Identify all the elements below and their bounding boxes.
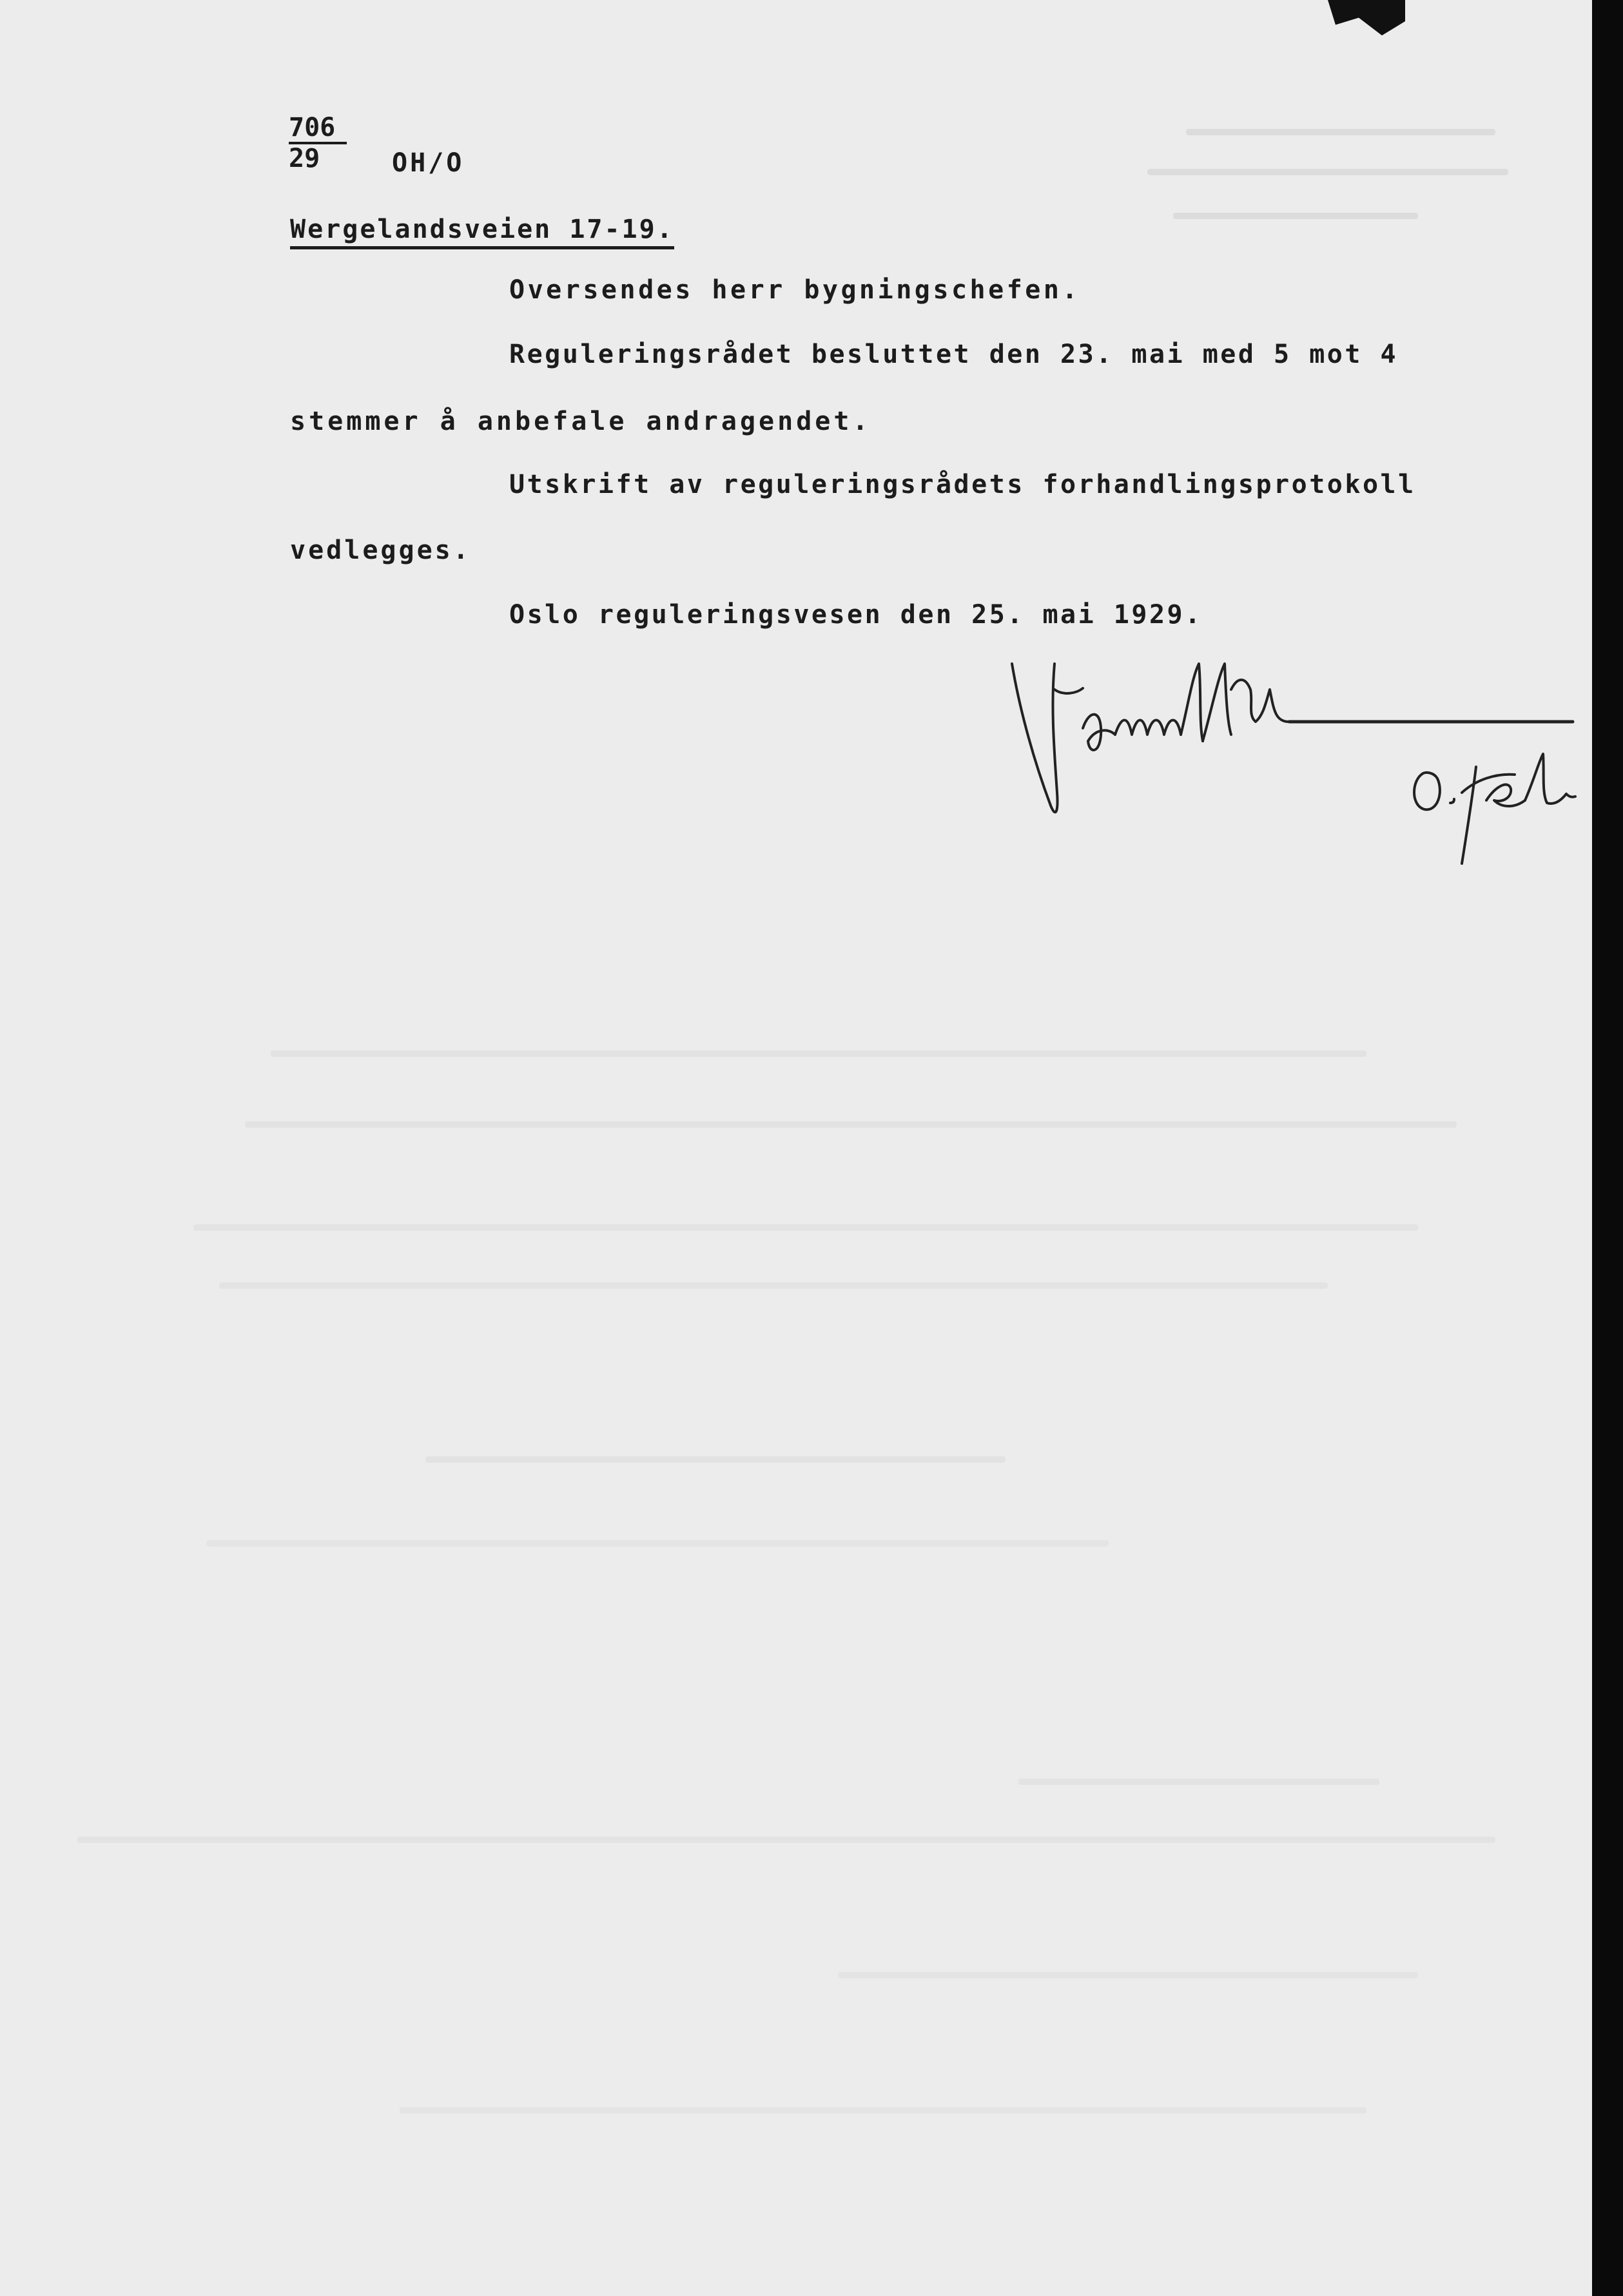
body-line: Utskrift av reguleringsrådets forhandlingsprotokoll (509, 470, 1416, 499)
bleed-through-line (1147, 169, 1508, 175)
handwritten-signature (1006, 651, 1586, 870)
bleed-through-line (206, 1540, 1109, 1547)
body-line: Reguleringsrådet besluttet den 23. mai med 5 mot 4 (509, 340, 1399, 369)
bleed-through-line (193, 1224, 1418, 1231)
reference-fraction (289, 115, 347, 171)
reference-code: OH/O (392, 148, 465, 178)
scan-border (1592, 0, 1623, 2296)
reference-numerator: 706 (289, 115, 347, 144)
bleed-through-line (271, 1050, 1366, 1057)
reference-denominator: 29 (289, 144, 320, 173)
bleed-through-line (838, 1972, 1418, 1978)
bleed-through-line (245, 1121, 1457, 1128)
body-line: Oversendes herr bygningschefen. (509, 275, 1081, 305)
body-line: vedlegges. (290, 535, 471, 565)
document-heading: Wergelandsveien 17-19. (290, 217, 674, 249)
body-line: stemmer å anbefale andragendet. (290, 407, 871, 436)
bleed-through-line (1186, 129, 1495, 135)
closing-line: Oslo reguleringsvesen den 25. mai 1929. (509, 600, 1203, 630)
bleed-through-line (400, 2107, 1366, 2114)
bleed-through-line (1173, 213, 1418, 219)
bleed-through-line (77, 1837, 1495, 1843)
bleed-through-line (1018, 1779, 1379, 1785)
bleed-through-line (425, 1456, 1006, 1463)
bleed-through-line (219, 1282, 1328, 1289)
